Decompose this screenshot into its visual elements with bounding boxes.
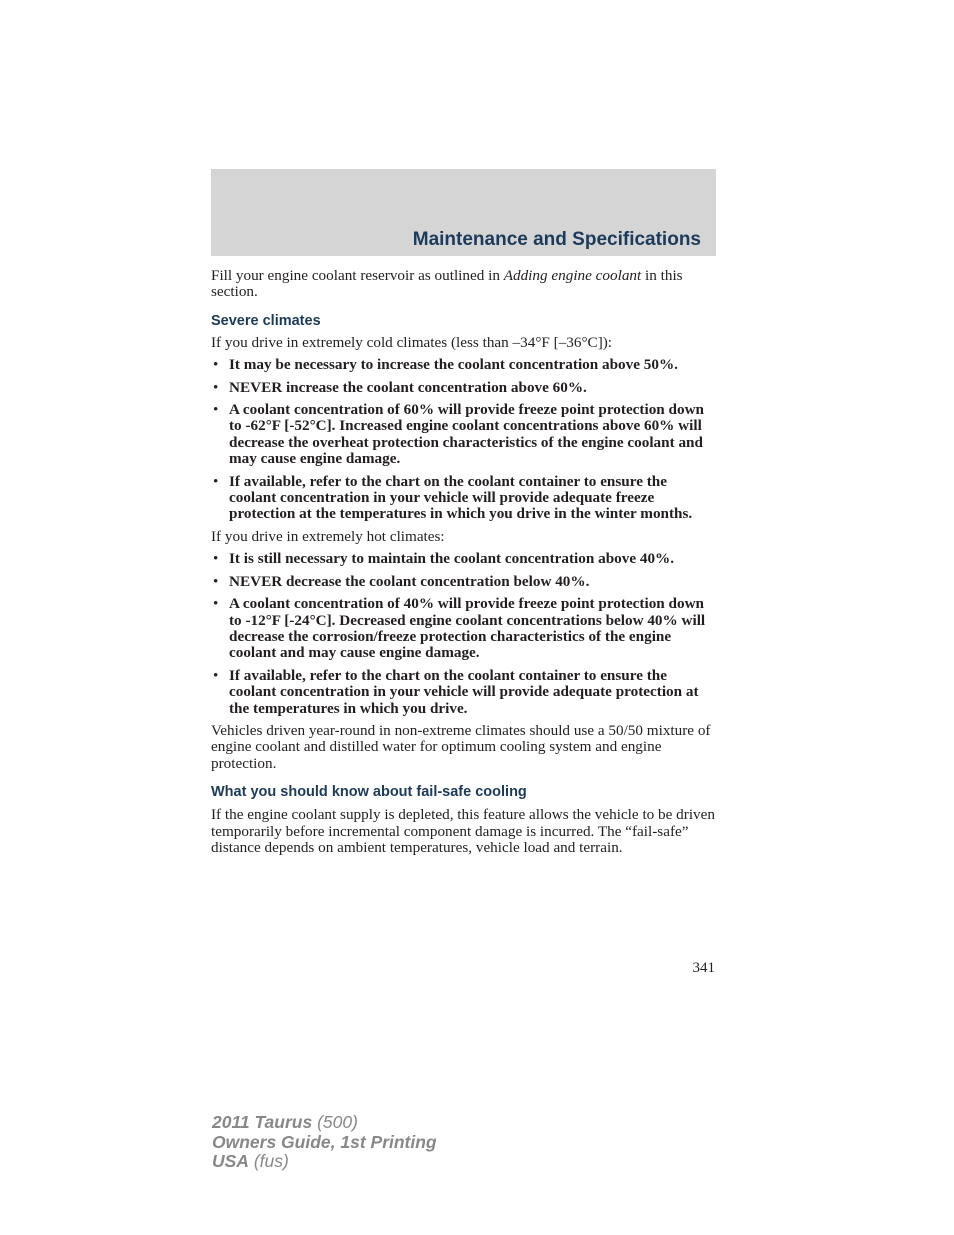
document-footer: [212, 1113, 437, 1172]
fail-safe-paragraph: If the engine coolant supply is depleted, this feature allows the vehicle to be driven temporarily before incremental component damage is incurred. The “fail-safe” distance depends on ambient temperatures, vehicle load and terrain.: [211, 806, 715, 856]
list-item: • It may be necessary to increase the coolant concentration above 50%.: [211, 357, 716, 373]
footer-market-code: (fus): [248, 1151, 289, 1171]
list-item: • A coolant concentration of 40% will provide freeze point protection down to -12°F [-24°C]. Decreased engine coolant concentrations below 40% will decrease the corrosion/freeze protection characteristics of the engine coolant and may cause engine damage.: [211, 596, 716, 662]
footer-model-name: 2011 Taurus: [212, 1112, 313, 1132]
severe-climates-heading: Severe climates: [211, 312, 321, 329]
page-content: [211, 268, 716, 856]
section-header-band: [211, 169, 716, 256]
cold-climates-intro: If you drive in extremely cold climates (less than –34°F [–36°C]):: [211, 333, 613, 351]
footer-model-code: (500): [312, 1112, 358, 1132]
intro-text: Fill your engine coolant reservoir as outlined in: [211, 267, 504, 284]
list-item: • A coolant concentration of 60% will provide freeze point protection down to -62°F [-52°C]. Increased engine coolant concentrations above 60% will decrease the overheat protection characteristics of the engine coolant and may cause engine damage.: [211, 402, 716, 468]
intro-paragraph: [211, 268, 716, 301]
list-item: • If available, refer to the chart on the coolant container to ensure the coolant concentration in your vehicle will provide adequate freeze protection at the temperatures in which you drive in the winter months.: [211, 474, 716, 523]
footer-line-market: [212, 1152, 437, 1172]
section-title: Maintenance and Specifications: [412, 229, 701, 250]
adding-coolant-reference: Adding engine coolant: [503, 267, 642, 284]
intro-text-end: in this section.: [211, 267, 683, 301]
list-item: • NEVER decrease the coolant concentration below 40%.: [211, 574, 716, 590]
list-item: • NEVER increase the coolant concentration above 60%.: [211, 380, 716, 396]
footer-market: USA: [212, 1151, 249, 1171]
hot-climates-intro: If you drive in extremely hot climates:: [211, 527, 445, 545]
list-item: • It is still necessary to maintain the coolant concentration above 40%.: [211, 551, 716, 567]
footer-line-model: [212, 1113, 437, 1133]
page-number: 341: [692, 960, 715, 976]
footer-line-guide: [212, 1133, 437, 1153]
list-item: • If available, refer to the chart on the coolant container to ensure the coolant concentration in your vehicle will provide adequate protection at the temperatures in which you drive.: [211, 668, 716, 717]
fail-safe-heading: What you should know about fail-safe cooling: [211, 784, 527, 801]
cold-climate-bullets: [211, 357, 716, 523]
footer-guide-edition: Owners Guide, 1st Printing: [212, 1131, 437, 1152]
non-extreme-climates-paragraph: Vehicles driven year-round in non-extreme climates should use a 50/50 mixture of engine coolant and distilled water for optimum cooling system and engine protection.: [211, 721, 711, 772]
hot-climate-bullets: [211, 551, 716, 717]
